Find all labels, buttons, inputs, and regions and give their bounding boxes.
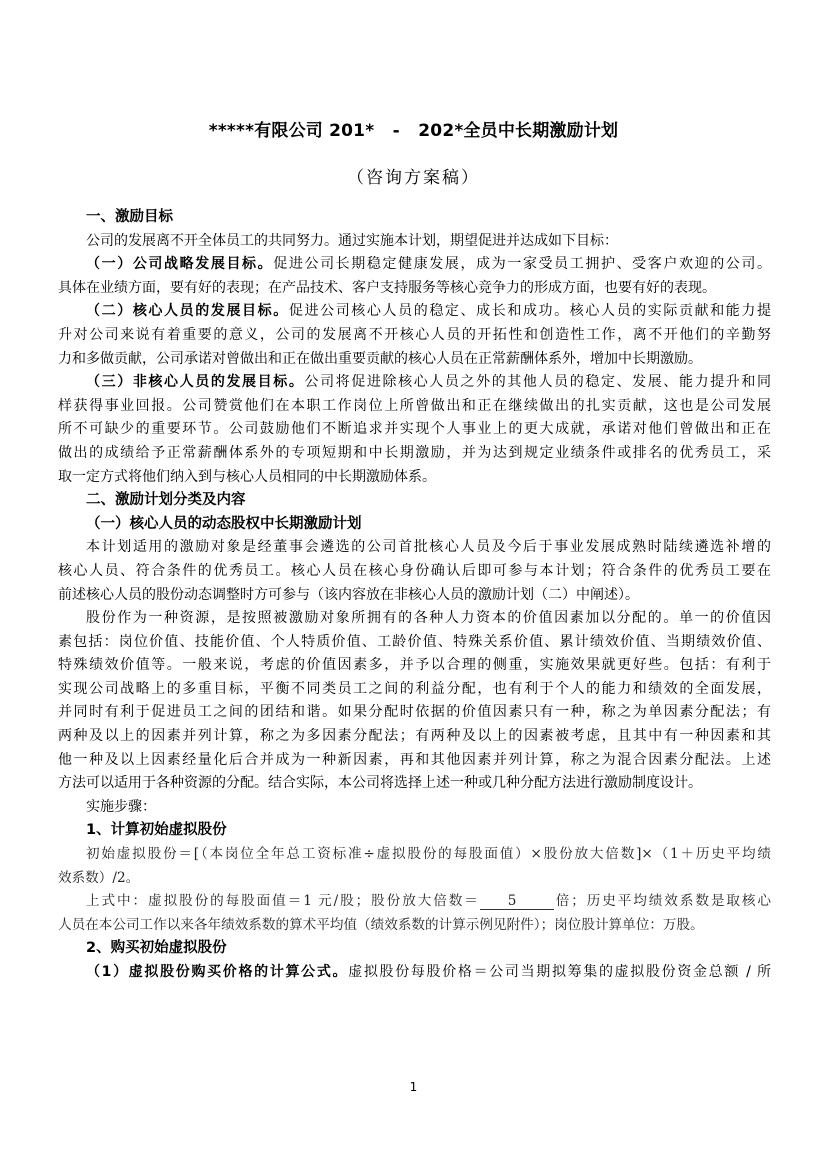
paragraph-shares-line: 特殊绩效价值等。一般来说，考虑的价值因素多，并予以合理的侧重，实施效果就更好些。包括：有利于 [58, 657, 771, 674]
paragraph-goal-3-line [58, 371, 771, 395]
formula-line: 初始虚拟股份＝[（本岗位全年总工资标准÷虚拟股份的每股面值）×股份放大倍数]×（1＋历史平均绩 [86, 846, 771, 863]
section-heading-plan: 二、激励计划分类及内容 [86, 492, 246, 509]
paragraph-goal-2-line: 力和多做贡献，公司承诺对曾做出和正在做出重要贡献的核心人员在正常薪酬体系外，增加中长期激励。 [58, 350, 702, 367]
paragraph-shares-line: 方法可以适用于各种资源的分配。结合实际，本公司将选择上述一种或几种分配方法进行激励制度设计。 [58, 775, 702, 792]
section-heading-goals: 一、激励目标 [86, 209, 173, 225]
goal-3-text: 公司将促进除核心人员之外的其他人员的稳定、发展、能力提升和同 [304, 374, 772, 391]
formula-note-text: 倍；历史平均绩效系数是取核心 [553, 893, 771, 910]
goal-1-text: 促进公司长期稳定健康发展，成为一家受员工拥护、受客户欢迎的公司。 [273, 256, 772, 273]
document-title: *****有限公司 201* - 202*全员中长期激励计划 [208, 121, 619, 141]
price-formula-text: 虚拟股份每股价格＝公司当期拟筹集的虚拟股份资金总额 / 所 [348, 964, 771, 980]
paragraph-goal-2-line: 升对公司来说有着重要的意义，公司的发展离不开核心人员的开拓性和创造性工作，离不开他们的辛勤努 [58, 326, 771, 343]
formula-line: 效系数）/2。 [58, 869, 140, 886]
paragraph-goal-1-line: 具体在业绩方面，要有好的表现；在产品技术、客户支持服务等核心竞争力的形成方面，也要有好的表现。 [58, 279, 716, 296]
goal-1-label: （一）公司战略发展目标。 [86, 256, 274, 273]
subsection-heading-core: （一）核心人员的动态股权中长期激励计划 [86, 515, 362, 532]
paragraph-goal-2-line [58, 300, 771, 324]
multiplier-blank: 5 [480, 893, 554, 910]
price-formula-label: （1）虚拟股份购买价格的计算公式。 [86, 964, 349, 980]
paragraph-goal-3-line: 取一定方式将他们纳入到与核心人员相同的中长期激励体系。 [58, 468, 436, 485]
document-body [58, 206, 771, 985]
paragraph-goal-3-line: 做出的成绩给予正常薪酬体系外的专项短期和中长期激励，并为达到规定业绩条件或排名的优秀员工，采 [58, 444, 771, 461]
paragraph-goal-1-line [58, 253, 771, 277]
paragraph-core-line: 前述核心人员的股份动态调整时方可参与（该内容放在非核心人员的激励计划（二）中阐述）。 [58, 586, 639, 603]
goal-2-text: 促进公司核心人员的稳定、成长和成功。核心人员的实际贡献和能力提 [288, 303, 772, 320]
paragraph-shares-line: 两种及以上的因素并列计算，称之为多因素分配法；有两种及以上的因素被考虑，且其中有一种因素和其 [58, 728, 771, 745]
paragraph-goal-3-line: 样获得事业回报。公司赞赏他们在本职工作岗位上所曾做出和正在继续做出的扎实贡献，这也是公司发展 [58, 397, 771, 414]
formula-note-text: 上式中：虚拟股份的每股面值＝1 元/股；股份放大倍数＝ [86, 893, 480, 910]
step-2-heading: 2、购买初始虚拟股份 [86, 940, 227, 957]
formula-note-line: 人员在本公司工作以来各年绩效系数的算术平均值（绩效系数的计算示例见附件）；岗位股计算单位：万股。 [58, 916, 704, 933]
paragraph-shares-line: 并同时有利于促进员工之间的团结和谐。如果分配时依据的价值因素只有一种，称之为单因素分配法；有 [58, 704, 771, 721]
page-number: 1 [409, 1080, 418, 1094]
step-1-heading: 1、计算初始虚拟股份 [86, 822, 227, 839]
paragraph-goals-intro: 公司的发展离不开全体员工的共同努力。通过实施本计划，期望促进并达成如下目标： [86, 232, 618, 249]
paragraph-core-line: 核心人员、符合条件的优秀员工。核心人员在核心身份确认后即可参与本计划；符合条件的优秀员工要在 [58, 562, 771, 579]
formula-note-line [58, 890, 771, 914]
paragraph-shares-line: 他一种及以上因素经量化后合并成为一种新因素，再和其他因素并列计算，称之为混合因素分配法。上述 [58, 751, 771, 768]
paragraph-shares-line: 实现公司战略上的多重目标，平衡不同类员工之间的利益分配，也有利于个人的能力和绩效的全面发展， [58, 680, 771, 697]
goal-3-label: （三）非核心人员的发展目标。 [86, 374, 305, 391]
goal-2-label: （二）核心人员的发展目标。 [86, 303, 289, 320]
paragraph-shares-line: 素包括：岗位价值、技能价值、个人特质价值、工龄价值、特殊关系价值、累计绩效价值、当期绩效价值、 [58, 633, 771, 650]
document-subtitle: （咨询方案稿） [347, 168, 480, 188]
paragraph-core-line: 本计划适用的激励对象是经董事会遴选的公司首批核心人员及今后于事业发展成熟时陆续遴选补增的 [86, 539, 771, 556]
paragraph-price-line [58, 961, 771, 985]
paragraph-shares-line: 股份作为一种资源，是按照被激励对象所拥有的各种人力资本的价值因素加以分配的。单一的价值因 [86, 610, 771, 627]
steps-label: 实施步骤： [86, 798, 156, 815]
paragraph-goal-3-line: 所不可缺少的重要环节。公司鼓励他们不断追求并实现个人事业上的更大成就，承诺对他们曾做出和正在 [58, 421, 771, 438]
